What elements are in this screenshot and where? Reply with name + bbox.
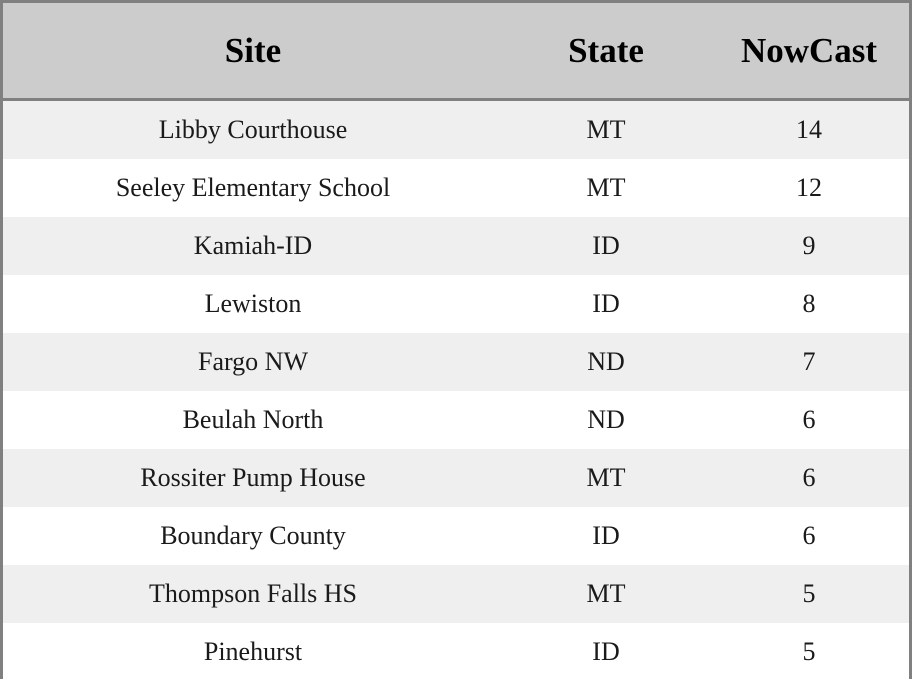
column-header-state: State (503, 3, 709, 100)
cell-state: MT (503, 100, 709, 160)
cell-site: Fargo NW (3, 333, 503, 391)
table-header (3, 3, 909, 100)
cell-state: ND (503, 333, 709, 391)
cell-state: ND (503, 391, 709, 449)
table-row (3, 623, 909, 681)
table-row (3, 159, 909, 217)
table-row (3, 333, 909, 391)
table-row (3, 217, 909, 275)
table-body (3, 100, 909, 681)
table-row (3, 565, 909, 623)
table-row (3, 100, 909, 160)
cell-state: MT (503, 565, 709, 623)
cell-nowcast: 8 (709, 275, 909, 333)
cell-site: Libby Courthouse (3, 100, 503, 160)
cell-state: MT (503, 159, 709, 217)
table-header-row (3, 3, 909, 100)
cell-state: ID (503, 217, 709, 275)
nowcast-table (3, 3, 909, 681)
column-header-site: Site (3, 3, 503, 100)
cell-site: Kamiah-ID (3, 217, 503, 275)
cell-state: MT (503, 449, 709, 507)
cell-site: Lewiston (3, 275, 503, 333)
cell-nowcast: 6 (709, 391, 909, 449)
table-row (3, 275, 909, 333)
cell-nowcast: 6 (709, 507, 909, 565)
table-row (3, 507, 909, 565)
cell-site: Seeley Elementary School (3, 159, 503, 217)
cell-nowcast: 9 (709, 217, 909, 275)
cell-site: Rossiter Pump House (3, 449, 503, 507)
cell-nowcast: 7 (709, 333, 909, 391)
cell-nowcast: 12 (709, 159, 909, 217)
column-header-nowcast: NowCast (709, 3, 909, 100)
cell-site: Pinehurst (3, 623, 503, 681)
cell-nowcast: 6 (709, 449, 909, 507)
cell-state: ID (503, 275, 709, 333)
cell-nowcast: 5 (709, 565, 909, 623)
cell-state: ID (503, 623, 709, 681)
table-row (3, 391, 909, 449)
table-row (3, 449, 909, 507)
cell-site: Thompson Falls HS (3, 565, 503, 623)
cell-state: ID (503, 507, 709, 565)
cell-nowcast: 5 (709, 623, 909, 681)
cell-site: Beulah North (3, 391, 503, 449)
cell-site: Boundary County (3, 507, 503, 565)
cell-nowcast: 14 (709, 100, 909, 160)
